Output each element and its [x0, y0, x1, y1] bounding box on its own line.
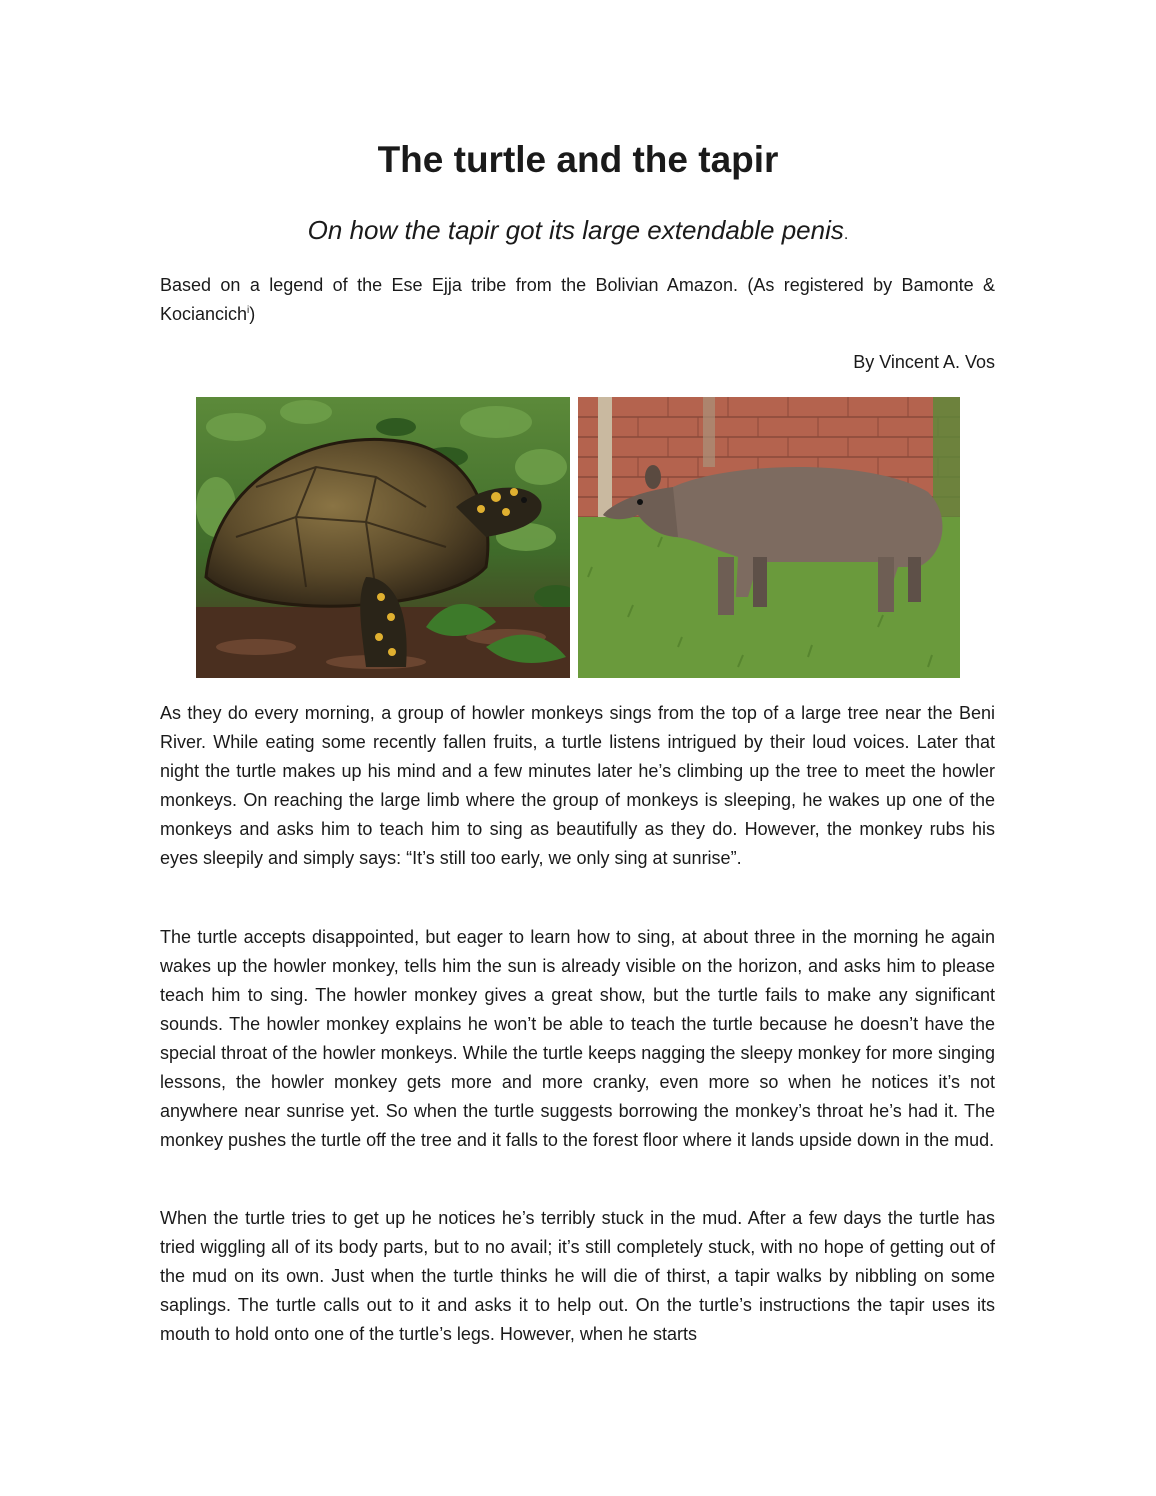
footnote-marker[interactable]: i: [247, 305, 250, 316]
document-title: The turtle and the tapir: [377, 139, 779, 180]
subtitle-text: On how the tapir got its large extendable penis: [307, 215, 844, 245]
subtitle-period: .: [843, 226, 849, 243]
intro-paragraph: [160, 271, 995, 329]
story-paragraph-1: As they do every morning, a group of howler monkeys sings from the top of a large tree near the Beni River. While eating some recently fallen fruits, a turtle listens intrigued by their loud voices. Later that night the turtle makes up his mind and a few minutes later he’s climbing up the tree to meet the howler monkeys. On reaching the large limb where the group of monkeys is sleeping, he wakes up one of the monkeys and asks him to teach him to sing as beautifully as they do. However, the monkey rubs his eyes sleepily and simply says: “It’s still too early, we only sing at sunrise”.: [160, 703, 995, 868]
story-paragraph-3: When the turtle tries to get up he notices he’s terribly stuck in the mud. After a few days the turtle has tried wiggling all of its body parts, but to no avail; it’s still completely stuck, with no hope of getting out of the mud on its own. Just when the turtle thinks he will die of thirst, a tapir walks by nibbling on some saplings. The turtle calls out to it and asks it to help out. On the turtle’s instructions the tapir uses its mouth to hold onto one of the turtle’s legs. However, when he starts: [160, 1208, 995, 1344]
byline: By Vincent A. Vos: [853, 352, 995, 372]
intro-end: ): [249, 304, 256, 324]
turtle-photo-icon: [196, 397, 570, 678]
intro-text: Based on a legend of the Ese Ejja tribe from the Bolivian Amazon. (As registered by Bamonte & Kociancich: [160, 275, 995, 324]
document-subtitle: [0, 212, 1156, 253]
story-paragraph-2: The turtle accepts disappointed, but eager to learn how to sing, at about three in the morning he again wakes up the howler monkey, tells him the sun is already visible on the horizon, and asks him to please teach him to sing. The howler monkey gives a great show, but the turtle fails to make any significant sounds. The howler monkey explains he won’t be able to teach the turtle because he doesn’t have the special throat of the howler monkeys. While the turtle keeps nagging the sleepy monkey for more singing lessons, the howler monkey gets more and more cranky, even more so when he notices it’s not anywhere near sunrise yet. So when the turtle suggests borrowing the monkey’s throat he’s had it. The monkey pushes the turtle off the tree and it falls to the forest floor where it lands upside down in the mud.: [160, 927, 995, 1150]
tapir-photo: [578, 397, 960, 678]
turtle-photo: [196, 397, 570, 678]
tapir-photo-icon: [578, 397, 960, 678]
